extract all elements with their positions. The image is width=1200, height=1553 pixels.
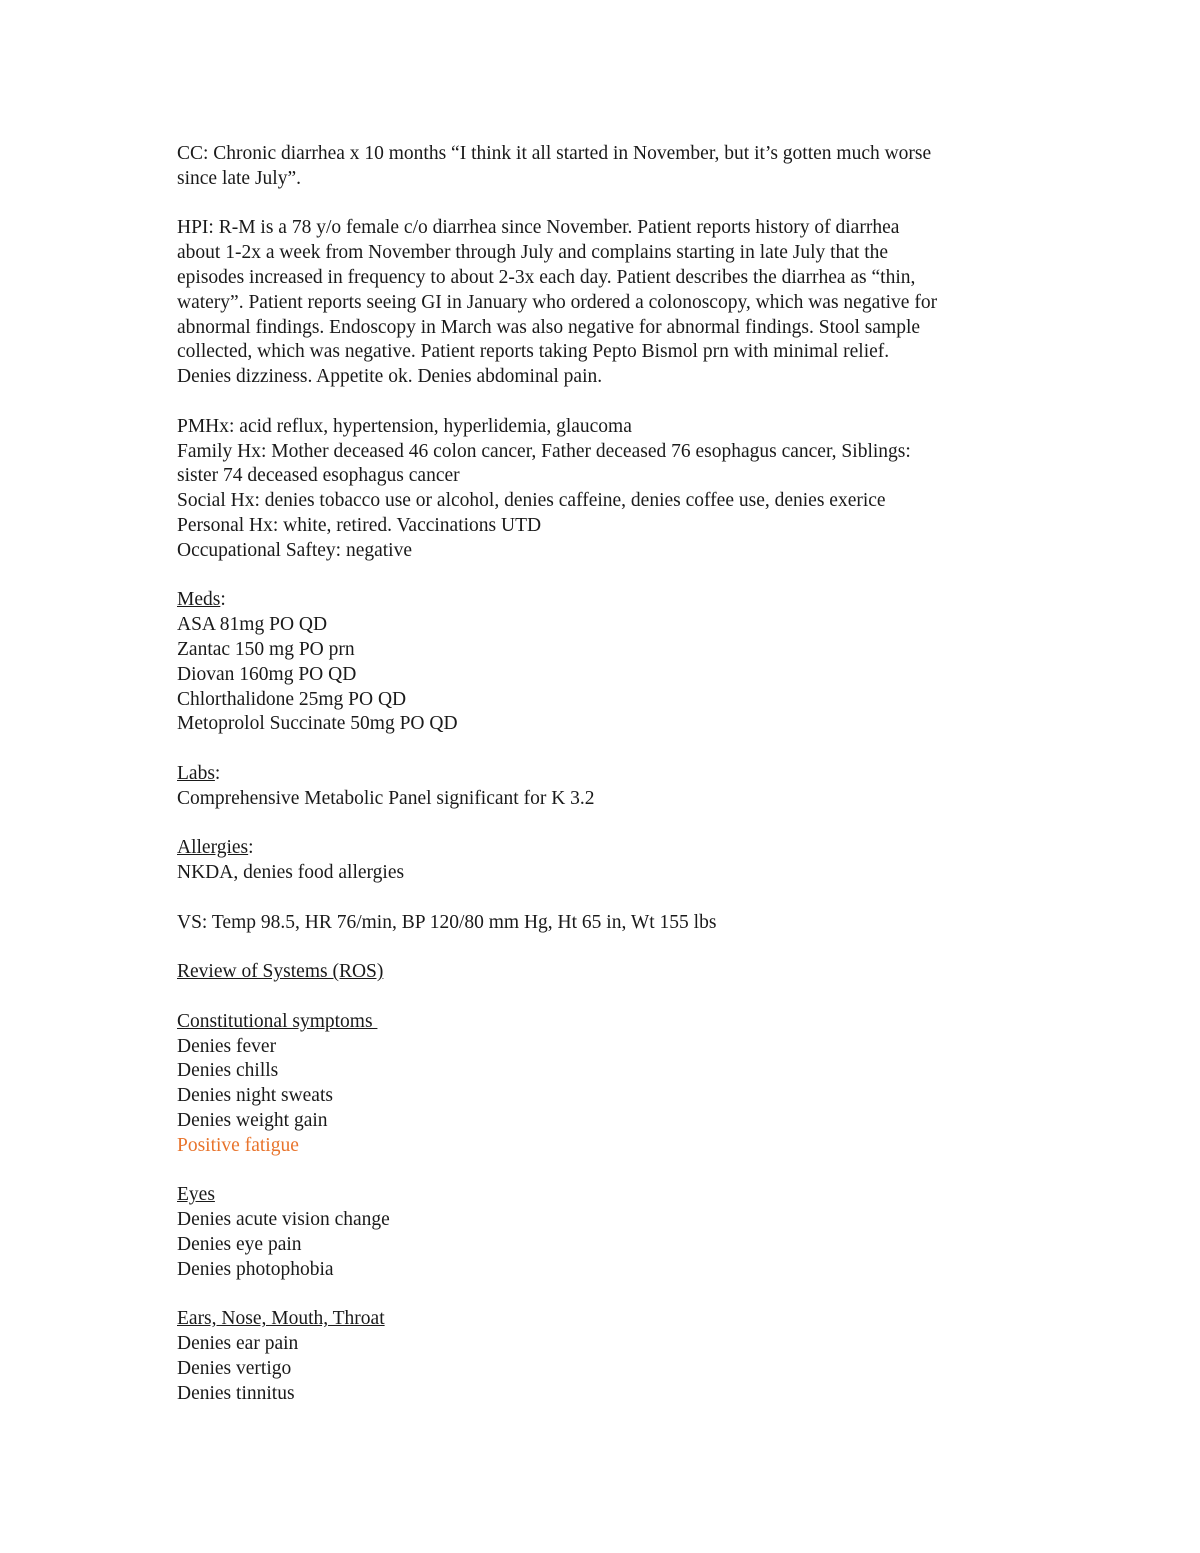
labs-section bbox=[177, 762, 1027, 812]
hpi-line: episodes increased in frequency to about 2-3x each day. Patient describes the diarrhea as “thin, bbox=[177, 266, 916, 288]
pmhx-line: PMHx: acid reflux, hypertension, hyperlidemia, glaucoma bbox=[177, 415, 632, 437]
document-page bbox=[177, 142, 1027, 1431]
allergies-section bbox=[177, 836, 1027, 886]
medication-item: Chlorthalidone 25mg PO QD bbox=[177, 688, 407, 710]
family-hx-line: Family Hx: Mother deceased 46 colon cancer, Father deceased 76 esophagus cancer, Siblings: bbox=[177, 440, 911, 462]
hpi-line: collected, which was negative. Patient reports taking Pepto Bismol prn with minimal relief. bbox=[177, 341, 890, 363]
ros-ent bbox=[177, 1307, 1027, 1406]
allergies-heading-text: Allergies bbox=[177, 837, 249, 859]
ent-heading-text: Ears, Nose, Mouth, Throat bbox=[177, 1308, 385, 1330]
allergies-heading-colon: : bbox=[248, 837, 254, 859]
medication-item: Zantac 150 mg PO prn bbox=[177, 638, 355, 660]
occupational-safety-line: Occupational Saftey: negative bbox=[177, 539, 412, 561]
hpi-line: watery”. Patient reports seeing GI in January who ordered a colonoscopy, which was negative for bbox=[177, 291, 938, 313]
ros-item: Denies fever bbox=[177, 1035, 277, 1057]
allergy-item: NKDA, denies food allergies bbox=[177, 862, 405, 884]
ros-item: Denies ear pain bbox=[177, 1333, 299, 1355]
lab-item: Comprehensive Metabolic Panel significant for K 3.2 bbox=[177, 787, 595, 809]
medication-item: ASA 81mg PO QD bbox=[177, 614, 328, 636]
history-of-present-illness bbox=[177, 216, 1027, 390]
ros-item: Denies night sweats bbox=[177, 1085, 333, 1107]
hpi-line: HPI: R-M is a 78 y/o female c/o diarrhea since November. Patient reports history of diarrhea bbox=[177, 217, 900, 239]
ros-item: Denies chills bbox=[177, 1060, 279, 1082]
meds-heading-colon: : bbox=[220, 589, 226, 611]
hpi-line: abnormal findings. Endoscopy in March was also negative for abnormal findings. Stool sample bbox=[177, 316, 921, 338]
ros-item: Denies vertigo bbox=[177, 1358, 292, 1380]
labs-heading-text: Labs bbox=[177, 762, 215, 784]
ros-item: Denies tinnitus bbox=[177, 1382, 295, 1404]
social-hx-line: Social Hx: denies tobacco use or alcohol, denies caffeine, denies coffee use, denies exerice bbox=[177, 490, 886, 512]
cc-line: CC: Chronic diarrhea x 10 months “I think it all started in November, but it’s gotten much worse bbox=[177, 143, 932, 164]
medications-section bbox=[177, 588, 1027, 737]
vital-signs bbox=[177, 911, 1027, 936]
vitals-line: VS: Temp 98.5, HR 76/min, BP 120/80 mm Hg, Ht 65 in, Wt 155 lbs bbox=[177, 911, 717, 933]
cc-line: since late July”. bbox=[177, 167, 301, 189]
ros-item: Denies acute vision change bbox=[177, 1209, 390, 1231]
labs-heading-colon: : bbox=[214, 762, 221, 784]
chief-complaint bbox=[177, 142, 1027, 192]
ros-positive-item: Positive fatigue bbox=[177, 1134, 299, 1156]
ros-eyes bbox=[177, 1183, 1027, 1282]
medication-item: Diovan 160mg PO QD bbox=[177, 663, 357, 685]
ros-heading: Review of Systems (ROS) bbox=[177, 961, 384, 983]
ros-constitutional bbox=[177, 1010, 1027, 1159]
hpi-line: about 1-2x a week from November through July and complains starting in late July that the bbox=[177, 242, 889, 264]
ros-item: Denies eye pain bbox=[177, 1234, 302, 1256]
ros-heading-block bbox=[177, 960, 1027, 985]
ent-heading bbox=[177, 1307, 1027, 1332]
meds-heading-text: Meds bbox=[177, 589, 221, 611]
labs-heading bbox=[177, 762, 1027, 787]
allergies-heading bbox=[177, 836, 1027, 861]
constitutional-heading-text: Constitutional symptoms bbox=[177, 1010, 378, 1032]
patient-history bbox=[177, 415, 1027, 564]
ros-item: Denies weight gain bbox=[177, 1110, 328, 1132]
constitutional-heading bbox=[177, 1010, 1027, 1035]
meds-heading bbox=[177, 588, 1027, 613]
medication-item: Metoprolol Succinate 50mg PO QD bbox=[177, 713, 458, 735]
hpi-line: Denies dizziness. Appetite ok. Denies abdominal pain. bbox=[177, 366, 603, 388]
eyes-heading-text: Eyes bbox=[177, 1184, 215, 1206]
ros-item: Denies photophobia bbox=[177, 1258, 334, 1280]
eyes-heading bbox=[177, 1183, 1027, 1208]
family-hx-line: sister 74 deceased esophagus cancer bbox=[177, 465, 460, 487]
personal-hx-line: Personal Hx: white, retired. Vaccinations UTD bbox=[177, 514, 542, 536]
